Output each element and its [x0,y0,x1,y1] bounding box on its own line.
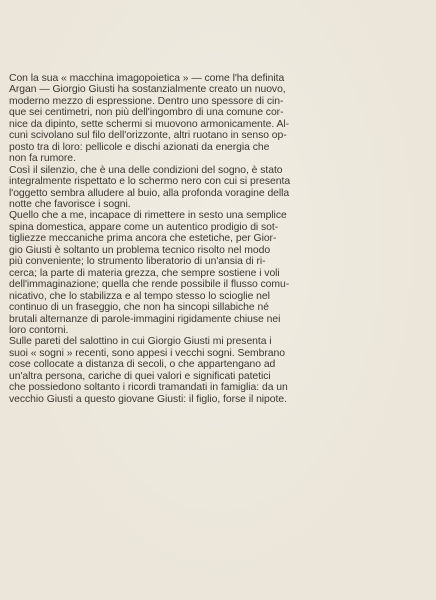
paragraph-3 [9,210,429,336]
text-line: que sei centimetri, non più dell'ingombro di una comune cor- [9,107,284,119]
text-line: che possiedono soltanto i ricordi tramandati in famiglia: da un [9,382,288,394]
paragraph-4 [9,336,429,405]
text-line: l'oggetto sembra alludere al buio, alla profonda voragine della [9,187,290,199]
text-line: tigliezze meccaniche prima ancora che estetiche, per Gior- [9,233,277,245]
text-line: Così il silenzio, che è una delle condizioni del sogno, è stato [9,164,283,176]
text-line: Sulle pareti del salottino in cui Giorgio Giusti mi presenta i [9,336,272,348]
paragraph-2 [9,165,429,211]
text-line: continuo di un fraseggio, che non ha sincopi sillabiche né [9,302,269,314]
text-line: moderno mezzo di espressione. Dentro uno spessore di cin- [9,95,284,107]
text-line: nice da dipinto, sette schermi si muovono armonicamente. Al- [9,118,289,130]
text-line: un'altra persona, cariche di quei valori e significati patetici [9,370,271,382]
body-text [9,73,429,405]
text-line: cerca; la parte di materia grezza, che sempre sostiene i voli [9,267,280,279]
text-line: spina domestica, appare come un autentico prodigio di sot- [9,221,279,233]
text-line: Quello che a me, incapace di rimettere in sesto una semplice [9,210,287,222]
text-line: loro contorni. [9,324,69,336]
text-line: Con la sua « macchina imagopoietica » — come l'ha definita [9,73,285,84]
text-line: gio Giusti è soltanto un problema tecnico risolto nel modo [9,244,271,256]
text-line: dell'immaginazione; quella che rende possibile il flusso comu- [9,279,290,291]
text-line: Argan — Giorgio Giusti ha sostanzialmente creato un nuovo, [9,84,286,96]
text-line: vecchio Giusti a questo giovane Giusti: il figlio, forse il nipote. [9,393,287,405]
text-line: suoi « sogni » recenti, sono appesi i vecchi sogni. Sembrano [9,347,285,359]
text-line: brutali alternanze di parole-immagini rigidamente chiuse nei [9,313,281,325]
paragraph-1 [9,73,429,165]
text-line: nicativo, che lo stabilizza e al tempo stesso lo scioglie nel [9,290,270,302]
text-line: posto tra di loro: pellicole e dischi azionati da energia che [9,141,270,153]
text-line: cose collocate a distanza di secoli, o che appartengano ad [9,359,276,371]
text-line: integralmente rispettato e lo schermo nero con cui si presenta [9,176,291,188]
text-line: cuni scivolano sul filo dell'orizzonte, altri ruotano in senso op- [9,130,287,142]
text-line: non fa rumore. [9,153,76,165]
text-line: più conveniente; lo strumento liberatorio di un'ansia di ri- [9,256,266,268]
text-line: notte che favorisce i sogni. [9,198,131,210]
